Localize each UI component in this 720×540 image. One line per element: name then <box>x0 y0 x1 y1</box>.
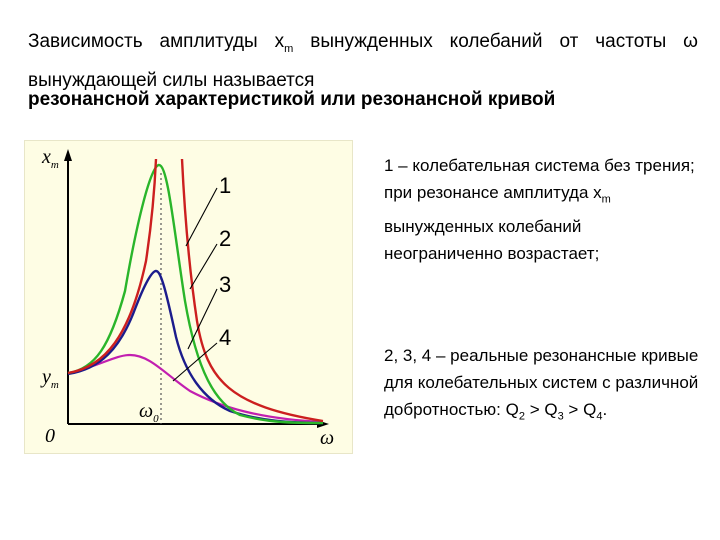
q3-sub: 3 <box>557 410 564 423</box>
curve-1-right <box>182 159 323 421</box>
desc1-text-a: 1 – колебательная система без трения; при резонансе амплитуда x <box>384 156 695 202</box>
curve-4 <box>68 355 323 422</box>
desc2-text-a: 2, 3, 4 – реальные резонансные кривые для колебательных систем с различной добротностью: Q <box>384 346 699 419</box>
resonance-figure <box>24 140 353 454</box>
omega0-label: $\omega_0$ <box>139 400 159 425</box>
desc1-text-b: вынужденных колебаний неограниченно возрастает; <box>384 217 600 264</box>
intro-part2: вынужденных колебаний от частоты ω вынуждающей силы называется <box>28 31 699 91</box>
y-axis-label: $x_m$ <box>42 146 59 171</box>
curve-2-label: 2 <box>219 226 232 251</box>
q2-sub: 2 <box>518 410 525 423</box>
desc1-sub-m: m <box>601 193 611 206</box>
intro-part1: Зависимость амплитуды x <box>28 31 285 52</box>
q4-sub: 4 <box>596 410 603 423</box>
description-item-1 <box>384 152 704 267</box>
intro-text <box>28 26 698 96</box>
emphasis-text: резонансной характеристикой или резонансной кривой <box>28 89 556 110</box>
leader-1 <box>186 188 217 246</box>
curve-3-label: 3 <box>219 272 232 297</box>
leader-3 <box>188 289 217 349</box>
description-item-2 <box>384 342 704 430</box>
origin-label: 0 <box>45 425 55 447</box>
x-axis-label: ω <box>320 427 335 449</box>
desc2-end: . <box>602 400 608 419</box>
desc2-gt-1: > Q <box>524 400 558 419</box>
intro-sub-m: m <box>284 42 294 55</box>
resonance-plot <box>25 141 352 453</box>
leader-2 <box>190 244 217 289</box>
curve-4-label: 4 <box>219 325 232 350</box>
desc2-gt-2: > Q <box>563 400 597 419</box>
y-axis-arrow <box>64 149 72 161</box>
curve-1-left <box>68 159 156 373</box>
curve-2 <box>68 165 323 423</box>
curve-1-label: 1 <box>219 173 232 198</box>
y0-label: $y_m$ <box>42 366 59 391</box>
